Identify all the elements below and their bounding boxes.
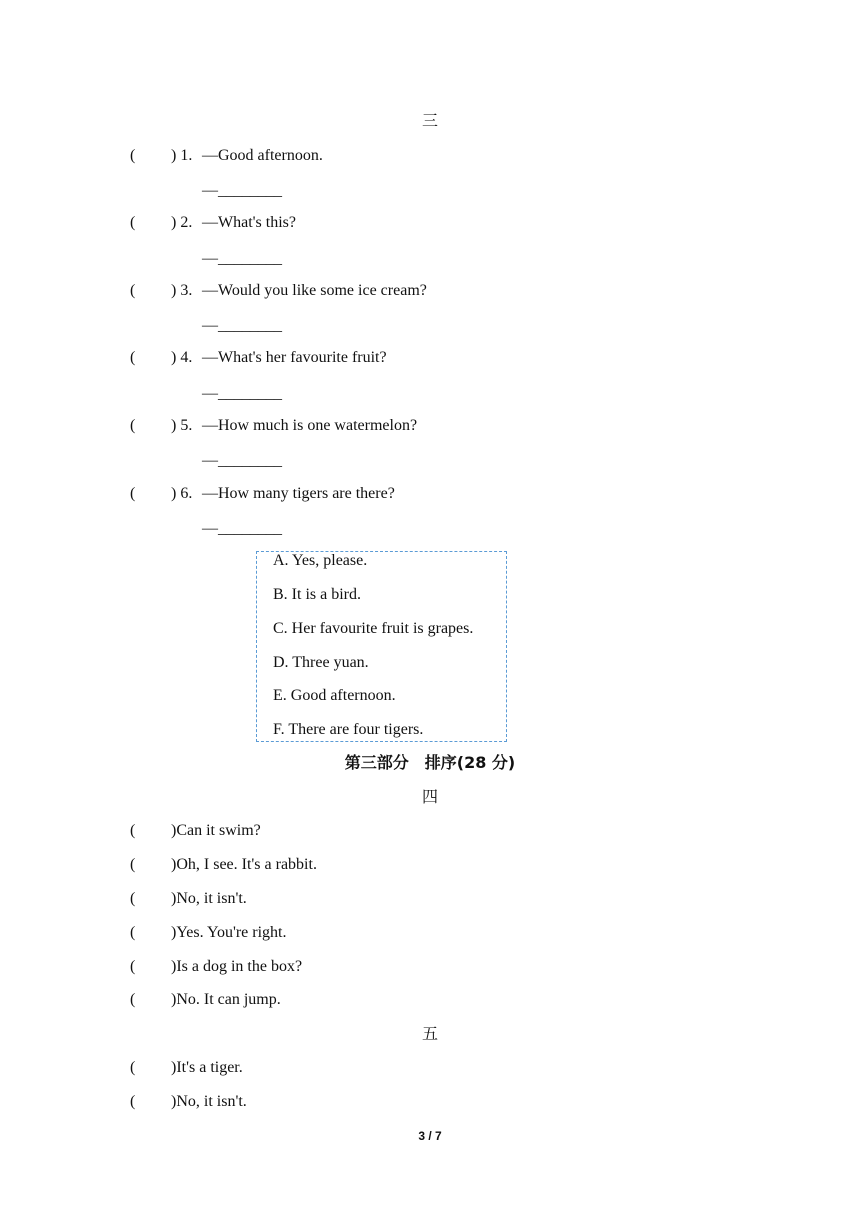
question-prompt: —What's her favourite fruit? (202, 349, 387, 366)
sequence-item: )Oh, I see. It's a rabbit. (171, 856, 317, 873)
answer-blank[interactable]: —________ (202, 317, 282, 334)
open-paren: ( (130, 958, 136, 975)
sequence-item: )No, it isn't. (171, 1093, 247, 1110)
open-paren: ( (130, 822, 136, 839)
section-4-title: 四 (421, 787, 438, 806)
question-prompt: —How many tigers are there? (202, 485, 395, 502)
question-number: ) 6. (171, 485, 193, 502)
open-paren: ( (130, 991, 136, 1008)
question-number: ) 2. (171, 214, 193, 231)
open-paren: ( (130, 890, 136, 907)
open-paren: ( (130, 214, 136, 231)
sequence-item: )Can it swim? (171, 822, 261, 839)
open-paren: ( (130, 1059, 136, 1076)
sequence-item: )It's a tiger. (171, 1059, 243, 1076)
answer-blank[interactable]: —________ (202, 385, 282, 402)
answer-blank[interactable]: —________ (202, 520, 282, 537)
question-number: ) 1. (171, 147, 193, 164)
open-paren: ( (130, 485, 136, 502)
option-e: E. Good afternoon. (273, 687, 396, 704)
sequence-item: )No, it isn't. (171, 890, 247, 907)
option-f: F. There are four tigers. (273, 721, 424, 738)
open-paren: ( (130, 856, 136, 873)
question-number: ) 4. (171, 349, 193, 366)
answer-blank[interactable]: —________ (202, 250, 282, 267)
question-prompt: —How much is one watermelon? (202, 417, 418, 434)
question-prompt: —Would you like some ice cream? (202, 282, 427, 299)
question-prompt: —Good afternoon. (202, 147, 323, 164)
options-box (256, 551, 507, 742)
sequence-item: )Yes. You're right. (171, 924, 287, 941)
part-3-title: 第三部分 排序(28 分) (344, 753, 516, 772)
section-5-title: 五 (421, 1024, 438, 1043)
page-number: 3 / 7 (418, 1129, 442, 1143)
option-b: B. It is a bird. (273, 586, 361, 603)
open-paren: ( (130, 924, 136, 941)
open-paren: ( (130, 1093, 136, 1110)
question-number: ) 5. (171, 417, 193, 434)
open-paren: ( (130, 147, 136, 164)
open-paren: ( (130, 282, 136, 299)
question-prompt: —What's this? (202, 214, 296, 231)
answer-blank[interactable]: —________ (202, 452, 282, 469)
sequence-item: )No. It can jump. (171, 991, 281, 1008)
open-paren: ( (130, 349, 136, 366)
open-paren: ( (130, 417, 136, 434)
option-a: A. Yes, please. (273, 552, 368, 569)
sequence-item: )Is a dog in the box? (171, 958, 303, 975)
answer-blank[interactable]: —________ (202, 182, 282, 199)
question-number: ) 3. (171, 282, 193, 299)
option-c: C. Her favourite fruit is grapes. (273, 620, 474, 637)
section-3-title: 三 (421, 111, 438, 130)
option-d: D. Three yuan. (273, 654, 369, 671)
